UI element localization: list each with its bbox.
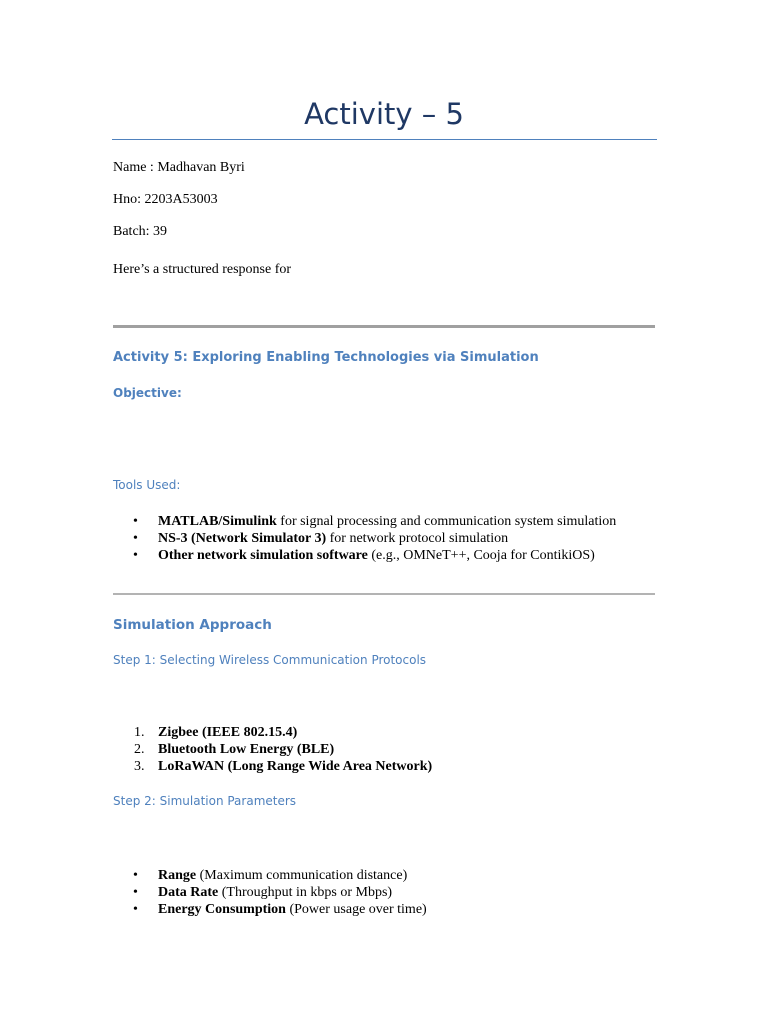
list-item <box>113 547 616 564</box>
list-number: 2. <box>134 742 145 757</box>
list-item <box>113 758 432 775</box>
name-line: Name : Madhavan Byri <box>113 160 245 175</box>
simulation-approach-heading: Simulation Approach <box>113 617 272 633</box>
parameter-name: Energy Consumption <box>158 902 286 917</box>
tool-name: MATLAB/Simulink <box>158 514 277 529</box>
parameter-name: Range <box>158 868 197 883</box>
tool-description: for network protocol simulation <box>326 531 509 546</box>
hno-line: Hno: 2203A53003 <box>113 192 218 207</box>
parameter-description: (Power usage over time) <box>285 902 427 917</box>
intro-text: Here’s a structured response for <box>113 262 292 277</box>
activity-heading: Activity 5: Exploring Enabling Technologies via Simulation <box>113 350 539 365</box>
protocol-name: Bluetooth Low Energy (BLE) <box>158 742 335 757</box>
tool-name: Other network simulation software <box>158 548 368 563</box>
bullet-icon: • <box>133 531 138 546</box>
bullet-icon: • <box>133 885 138 900</box>
step2-heading: Step 2: Simulation Parameters <box>113 794 297 808</box>
list-item <box>113 513 616 530</box>
list-item <box>113 867 427 884</box>
bullet-icon: • <box>133 514 138 529</box>
protocol-name: LoRaWAN (Long Range Wide Area Network) <box>158 759 433 774</box>
page-title: Activity – 5 <box>304 97 464 131</box>
protocols-list <box>113 724 432 775</box>
objective-heading: Objective: <box>113 386 182 400</box>
list-item <box>113 901 427 918</box>
tool-description: for signal processing and communication system simulation <box>276 514 617 529</box>
list-item <box>113 741 432 758</box>
tool-name: NS-3 (Network Simulator 3) <box>158 531 327 546</box>
parameters-list <box>113 867 427 918</box>
parameter-name: Data Rate <box>158 885 219 900</box>
tool-description: (e.g., OMNeT++, Cooja for ContikiOS) <box>367 548 595 563</box>
tools-heading: Tools Used: <box>113 478 181 492</box>
batch-line: Batch: 39 <box>113 224 168 239</box>
horizontal-rule <box>113 593 655 595</box>
title-underline <box>112 139 657 140</box>
bullet-icon: • <box>133 902 138 917</box>
list-item <box>113 724 432 741</box>
horizontal-rule <box>113 325 655 328</box>
tools-list <box>113 513 616 564</box>
list-item <box>113 884 427 901</box>
protocol-name: Zigbee (IEEE 802.15.4) <box>158 725 298 740</box>
list-item <box>113 530 616 547</box>
list-number: 1. <box>134 725 145 740</box>
list-number: 3. <box>134 759 145 774</box>
bullet-icon: • <box>133 548 138 563</box>
parameter-description: (Throughput in kbps or Mbps) <box>218 885 393 900</box>
bullet-icon: • <box>133 868 138 883</box>
step1-heading: Step 1: Selecting Wireless Communication Protocols <box>113 653 427 667</box>
parameter-description: (Maximum communication distance) <box>196 868 408 883</box>
